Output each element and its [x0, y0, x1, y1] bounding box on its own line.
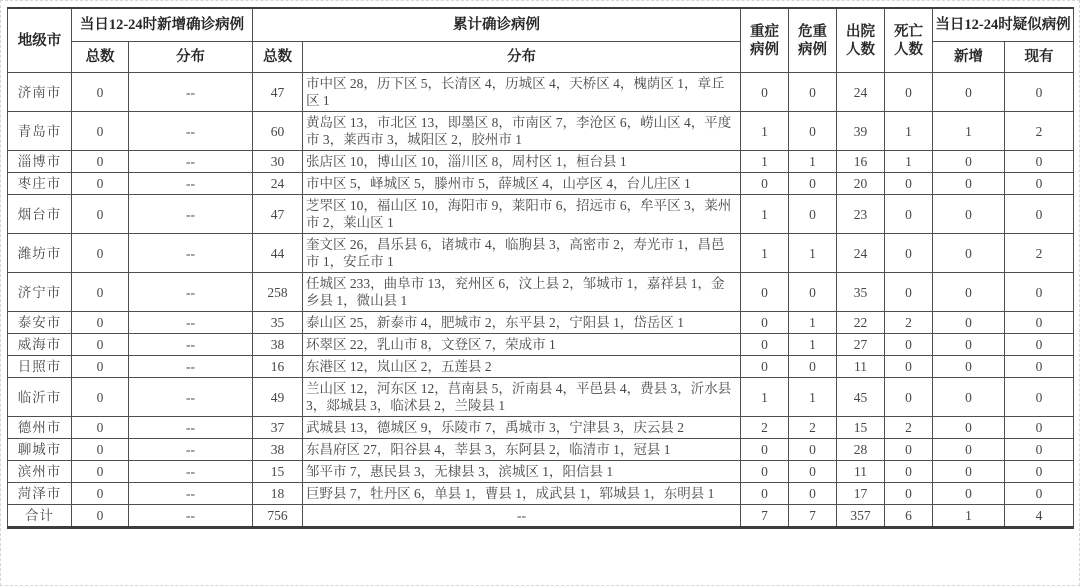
cell-critical: 0	[789, 439, 837, 461]
cell-cum-dist: 邹平市 7，惠民县 3，无棣县 3，滨城区 1，阳信县 1	[303, 461, 741, 483]
cell-deaths: 6	[885, 505, 933, 528]
cell-deaths: 0	[885, 195, 933, 234]
cell-susp-existing: 0	[1005, 417, 1074, 439]
cell-new-dist: --	[129, 439, 253, 461]
table-row	[8, 234, 1074, 273]
cell-severe: 0	[741, 439, 789, 461]
cell-city: 临沂市	[8, 378, 72, 417]
cell-discharged: 16	[837, 151, 885, 173]
table-row	[8, 417, 1074, 439]
cell-susp-existing: 4	[1005, 505, 1074, 528]
header-group-suspected: 当日12-24时疑似病例	[933, 8, 1074, 42]
cell-new-total: 0	[72, 173, 129, 195]
cell-severe: 0	[741, 273, 789, 312]
cell-cum-total: 47	[253, 195, 303, 234]
cell-city: 德州市	[8, 417, 72, 439]
cell-susp-new: 1	[933, 505, 1005, 528]
cell-susp-existing: 0	[1005, 483, 1074, 505]
cell-susp-existing: 2	[1005, 112, 1074, 151]
cell-new-dist: --	[129, 273, 253, 312]
cell-new-total: 0	[72, 461, 129, 483]
cell-severe: 1	[741, 112, 789, 151]
cell-city: 聊城市	[8, 439, 72, 461]
cell-susp-existing: 0	[1005, 195, 1074, 234]
cell-new-total: 0	[72, 378, 129, 417]
cell-cum-total: 18	[253, 483, 303, 505]
cell-cum-dist: --	[303, 505, 741, 528]
cell-discharged: 23	[837, 195, 885, 234]
cell-cum-total: 47	[253, 73, 303, 112]
cell-cum-dist: 巨野县 7，牡丹区 6，单县 1，曹县 1，成武县 1，郓城县 1，东明县 1	[303, 483, 741, 505]
cell-city: 青岛市	[8, 112, 72, 151]
cell-discharged: 35	[837, 273, 885, 312]
cell-new-total: 0	[72, 505, 129, 528]
cell-cum-total: 49	[253, 378, 303, 417]
cell-susp-new: 0	[933, 151, 1005, 173]
cell-new-total: 0	[72, 234, 129, 273]
cell-discharged: 28	[837, 439, 885, 461]
cell-city: 淄博市	[8, 151, 72, 173]
cell-discharged: 22	[837, 312, 885, 334]
cell-susp-existing: 0	[1005, 439, 1074, 461]
cell-critical: 1	[789, 378, 837, 417]
cell-severe: 1	[741, 151, 789, 173]
cell-susp-new: 0	[933, 73, 1005, 112]
cell-cum-total: 30	[253, 151, 303, 173]
cell-susp-existing: 0	[1005, 73, 1074, 112]
cell-new-dist: --	[129, 112, 253, 151]
cell-severe: 2	[741, 417, 789, 439]
cell-severe: 7	[741, 505, 789, 528]
cell-deaths: 0	[885, 439, 933, 461]
cell-cum-dist: 黄岛区 13，市北区 13，即墨区 8，市南区 7，李沧区 6，崂山区 4，平度市 3，莱西市 3，城阳区 2，胶州市 1	[303, 112, 741, 151]
cell-susp-new: 0	[933, 173, 1005, 195]
cell-deaths: 0	[885, 73, 933, 112]
table-row	[8, 356, 1074, 378]
cell-new-dist: --	[129, 334, 253, 356]
cell-susp-existing: 0	[1005, 461, 1074, 483]
cell-cum-dist: 东昌府区 27，阳谷县 4，莘县 3，东阿县 2，临清市 1，冠县 1	[303, 439, 741, 461]
cell-discharged: 45	[837, 378, 885, 417]
cell-new-dist: --	[129, 173, 253, 195]
cell-susp-new: 0	[933, 439, 1005, 461]
cell-susp-new: 0	[933, 234, 1005, 273]
cell-new-total: 0	[72, 417, 129, 439]
cell-critical: 0	[789, 195, 837, 234]
cell-new-dist: --	[129, 312, 253, 334]
cell-critical: 0	[789, 73, 837, 112]
cell-new-total: 0	[72, 483, 129, 505]
cell-cum-dist: 芝罘区 10，福山区 10，海阳市 9，莱阳市 6，招远市 6，牟平区 3，莱州市 2，莱山区 1	[303, 195, 741, 234]
cell-susp-existing: 0	[1005, 151, 1074, 173]
table-row	[8, 195, 1074, 234]
cell-new-dist: --	[129, 195, 253, 234]
cell-susp-new: 0	[933, 312, 1005, 334]
cell-city: 济宁市	[8, 273, 72, 312]
cell-susp-new: 0	[933, 273, 1005, 312]
cell-severe: 0	[741, 483, 789, 505]
cell-critical: 2	[789, 417, 837, 439]
cell-new-total: 0	[72, 112, 129, 151]
cell-susp-new: 0	[933, 378, 1005, 417]
cell-cum-dist: 任城区 233，曲阜市 13，兖州区 6，汶上县 2，邹城市 1，嘉祥县 1，金乡县 1，微山县 1	[303, 273, 741, 312]
cell-critical: 1	[789, 312, 837, 334]
table-row	[8, 151, 1074, 173]
cell-city: 潍坊市	[8, 234, 72, 273]
cell-cum-total: 37	[253, 417, 303, 439]
cell-severe: 0	[741, 312, 789, 334]
table-row	[8, 312, 1074, 334]
cell-city: 威海市	[8, 334, 72, 356]
cell-cum-dist: 市中区 5，峄城区 5，滕州市 5，薛城区 4，山亭区 4，台儿庄区 1	[303, 173, 741, 195]
cell-new-total: 0	[72, 195, 129, 234]
cell-discharged: 27	[837, 334, 885, 356]
cell-cum-total: 258	[253, 273, 303, 312]
table-row	[8, 461, 1074, 483]
cell-cum-dist: 奎文区 26，昌乐县 6，诸城市 4，临朐县 3，高密市 2，寿光市 1，昌邑市 1，安丘市 1	[303, 234, 741, 273]
cell-deaths: 0	[885, 378, 933, 417]
cell-discharged: 39	[837, 112, 885, 151]
cell-cum-total: 756	[253, 505, 303, 528]
cell-cum-dist: 环翠区 22，乳山市 8，文登区 7，荣成市 1	[303, 334, 741, 356]
table-row	[8, 334, 1074, 356]
table-row	[8, 439, 1074, 461]
cell-deaths: 0	[885, 234, 933, 273]
header-deaths: 死亡人数	[885, 8, 933, 73]
cell-susp-new: 1	[933, 112, 1005, 151]
cell-new-dist: --	[129, 483, 253, 505]
cell-severe: 0	[741, 356, 789, 378]
header-new-total: 总数	[72, 42, 129, 73]
cell-deaths: 1	[885, 112, 933, 151]
table-row	[8, 483, 1074, 505]
table-row	[8, 112, 1074, 151]
header-cum-total: 总数	[253, 42, 303, 73]
cell-new-total: 0	[72, 73, 129, 112]
cell-new-dist: --	[129, 417, 253, 439]
cell-deaths: 0	[885, 483, 933, 505]
header-city: 地级市	[8, 8, 72, 73]
cell-city: 枣庄市	[8, 173, 72, 195]
cell-deaths: 2	[885, 312, 933, 334]
cell-new-total: 0	[72, 356, 129, 378]
cell-critical: 0	[789, 356, 837, 378]
cell-severe: 1	[741, 378, 789, 417]
header-group-cumulative: 累计确诊病例	[253, 8, 741, 42]
table-row	[8, 378, 1074, 417]
cell-severe: 0	[741, 73, 789, 112]
cell-deaths: 1	[885, 151, 933, 173]
cell-severe: 1	[741, 195, 789, 234]
cell-critical: 0	[789, 461, 837, 483]
cell-cum-dist: 张店区 10，博山区 10，淄川区 8，周村区 1，桓台县 1	[303, 151, 741, 173]
header-suspected-existing: 现有	[1005, 42, 1074, 73]
cell-deaths: 0	[885, 273, 933, 312]
cell-susp-existing: 0	[1005, 356, 1074, 378]
cell-susp-new: 0	[933, 417, 1005, 439]
header-critical: 危重病例	[789, 8, 837, 73]
cell-critical: 1	[789, 334, 837, 356]
cell-susp-new: 0	[933, 483, 1005, 505]
total-row	[8, 505, 1074, 528]
header-discharged: 出院人数	[837, 8, 885, 73]
cell-deaths: 0	[885, 173, 933, 195]
cell-city: 济南市	[8, 73, 72, 112]
cell-discharged: 11	[837, 461, 885, 483]
cell-discharged: 20	[837, 173, 885, 195]
cell-critical: 0	[789, 173, 837, 195]
cell-deaths: 0	[885, 334, 933, 356]
cell-new-dist: --	[129, 378, 253, 417]
cell-severe: 1	[741, 234, 789, 273]
cell-city: 滨州市	[8, 461, 72, 483]
cell-new-total: 0	[72, 312, 129, 334]
cell-cum-dist: 东港区 12，岚山区 2，五莲县 2	[303, 356, 741, 378]
cell-critical: 1	[789, 151, 837, 173]
cell-new-dist: --	[129, 461, 253, 483]
cell-discharged: 15	[837, 417, 885, 439]
cell-new-dist: --	[129, 151, 253, 173]
table-body	[8, 73, 1074, 528]
cell-discharged: 17	[837, 483, 885, 505]
table-row	[8, 73, 1074, 112]
cell-new-dist: --	[129, 356, 253, 378]
cell-city: 菏泽市	[8, 483, 72, 505]
cell-cum-total: 60	[253, 112, 303, 151]
cell-new-total: 0	[72, 273, 129, 312]
cell-new-dist: --	[129, 73, 253, 112]
cell-new-total: 0	[72, 439, 129, 461]
cell-susp-existing: 0	[1005, 334, 1074, 356]
cell-critical: 0	[789, 112, 837, 151]
cell-cum-total: 15	[253, 461, 303, 483]
cell-cum-dist: 泰山区 25，新泰市 4，肥城市 2，东平县 2，宁阳县 1，岱岳区 1	[303, 312, 741, 334]
cell-susp-new: 0	[933, 356, 1005, 378]
header-cum-distribution: 分布	[303, 42, 741, 73]
cell-susp-new: 0	[933, 334, 1005, 356]
cell-susp-new: 0	[933, 461, 1005, 483]
cell-deaths: 0	[885, 356, 933, 378]
header-group-row	[8, 8, 1074, 42]
cell-critical: 0	[789, 483, 837, 505]
cell-severe: 0	[741, 461, 789, 483]
header-group-new-confirmed: 当日12-24时新增确诊病例	[72, 8, 253, 42]
cell-cum-total: 24	[253, 173, 303, 195]
cell-discharged: 24	[837, 234, 885, 273]
cell-cum-total: 16	[253, 356, 303, 378]
covid-stats-table	[7, 7, 1074, 529]
cell-critical: 0	[789, 273, 837, 312]
cell-cum-dist: 市中区 28，历下区 5，长清区 4，历城区 4，天桥区 4，槐荫区 1，章丘区 1	[303, 73, 741, 112]
cell-cum-total: 38	[253, 334, 303, 356]
cell-city: 合计	[8, 505, 72, 528]
cell-critical: 7	[789, 505, 837, 528]
cell-cum-dist: 兰山区 12，河东区 12，莒南县 5，沂南县 4，平邑县 4，费县 3，沂水县 3，郯城县 3，临沭县 2，兰陵县 1	[303, 378, 741, 417]
header-new-distribution: 分布	[129, 42, 253, 73]
table-row	[8, 173, 1074, 195]
header-suspected-new: 新增	[933, 42, 1005, 73]
cell-severe: 0	[741, 334, 789, 356]
cell-cum-dist: 武城县 13，德城区 9，乐陵市 7，禹城市 3，宁津县 3，庆云县 2	[303, 417, 741, 439]
cell-new-dist: --	[129, 234, 253, 273]
cell-cum-total: 44	[253, 234, 303, 273]
cell-city: 烟台市	[8, 195, 72, 234]
cell-cum-total: 35	[253, 312, 303, 334]
cell-susp-existing: 0	[1005, 173, 1074, 195]
cell-susp-existing: 0	[1005, 378, 1074, 417]
cell-critical: 1	[789, 234, 837, 273]
cell-severe: 0	[741, 173, 789, 195]
cell-deaths: 0	[885, 461, 933, 483]
cell-discharged: 11	[837, 356, 885, 378]
cell-susp-existing: 2	[1005, 234, 1074, 273]
cell-new-total: 0	[72, 151, 129, 173]
cell-city: 日照市	[8, 356, 72, 378]
cell-city: 泰安市	[8, 312, 72, 334]
table-header	[8, 8, 1074, 73]
cell-deaths: 2	[885, 417, 933, 439]
cell-new-total: 0	[72, 334, 129, 356]
cell-susp-existing: 0	[1005, 273, 1074, 312]
table-row	[8, 273, 1074, 312]
cell-susp-new: 0	[933, 195, 1005, 234]
cell-cum-total: 38	[253, 439, 303, 461]
cell-discharged: 357	[837, 505, 885, 528]
cell-discharged: 24	[837, 73, 885, 112]
cell-new-dist: --	[129, 505, 253, 528]
header-severe: 重症病例	[741, 8, 789, 73]
cell-susp-existing: 0	[1005, 312, 1074, 334]
